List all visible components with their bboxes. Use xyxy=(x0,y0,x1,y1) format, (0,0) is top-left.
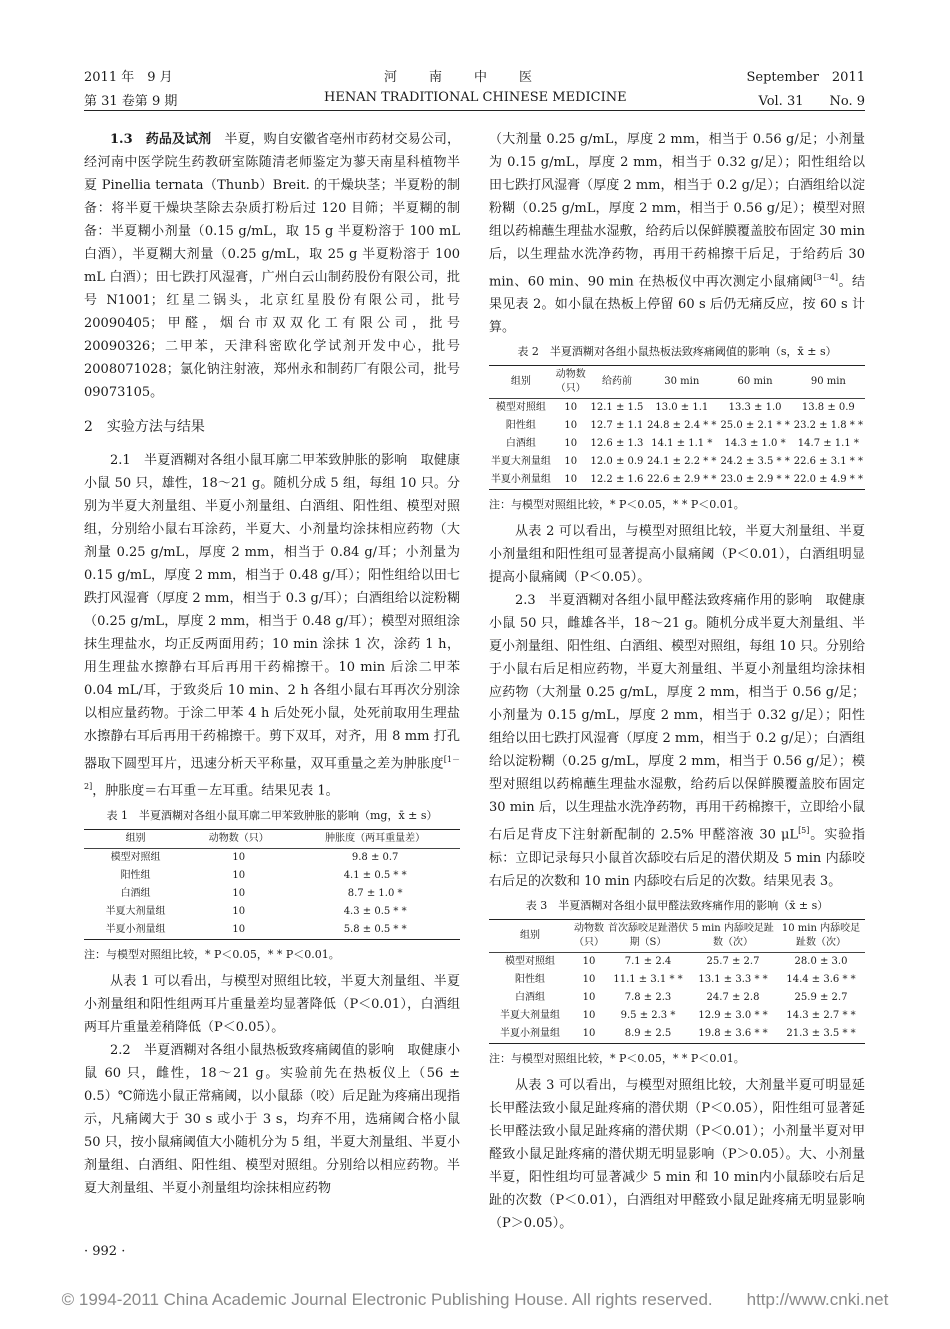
right-column xyxy=(489,128,865,1235)
cell: 14.3 ± 2.7 * * xyxy=(786,1009,856,1021)
table-row xyxy=(84,867,460,885)
column-header: 组别 xyxy=(125,832,146,844)
cell: 模型对照组 xyxy=(110,851,161,863)
cell: 半夏大剂量组 xyxy=(105,905,166,917)
cell: 14.3 ± 1.0 * xyxy=(724,438,786,450)
cell: 13.8 ± 0.9 xyxy=(801,402,855,414)
cell: 12.1 ± 1.5 xyxy=(590,402,644,414)
table-row xyxy=(84,848,460,867)
cell: 11.1 ± 3.1 * * xyxy=(613,973,683,985)
header-volume: 第 31 卷第 9 期 xyxy=(84,94,178,109)
cell: 10 xyxy=(564,420,578,432)
section-heading: 2.2 半夏酒糊对各组小鼠热板致疼痛阈值的影响 xyxy=(110,1042,395,1058)
column-header: 首次舔咬足趾潜伏期（S） xyxy=(608,922,688,948)
cell: 24.2 ± 3.5 * * xyxy=(720,456,790,468)
cell: 24.8 ± 2.4 * * xyxy=(647,420,717,432)
cell: 10 xyxy=(232,923,246,935)
table-row xyxy=(84,903,460,921)
cell: 半夏小剂量组 xyxy=(490,474,551,486)
paragraph-tail: 。结果见表 2。如小鼠在热板上停留 60 s 后仍无痛反应，按 60 s 计算。 xyxy=(489,274,865,336)
section-heading: 2.1 半夏酒糊对各组小鼠耳廓二甲苯致肿胀的影响 xyxy=(110,453,408,468)
column-header: 60 min xyxy=(737,376,773,388)
paragraph-tail: ，肿胀度＝右耳重－左耳重。结果见表 1。 xyxy=(92,783,339,799)
table-header-row xyxy=(489,919,865,952)
citation: [3－4] xyxy=(813,273,839,282)
paragraph-text: （大剂量 0.25 g/mL，厚度 2 mm，相当于 0.56 g/足；小剂量为 0.15 g/mL，厚度 2 mm，相当于 0.32 g/足）；阳性组给以田七跌打风湿膏（厚度 2 mm，相当于 0.2 g/足）；白酒组给以淀粉糊（0.25 g/mL，厚度 2 mm，相当于 0.56 g/足）；模型对照组以药棉蘸生理盐水湿敷，给药后以保鲜膜覆盖胶布固定 30 min后，以生理盐水洗净药物，再用干药棉擦干后足，于给药后 30 min、60 min、90 min 在热板仪中再次测定小鼠痛阈 xyxy=(489,132,865,290)
cell: 25.7 ± 2.7 xyxy=(706,955,760,967)
cell: 半夏小剂量组 xyxy=(500,1027,560,1039)
header-rule xyxy=(84,110,865,111)
cell: 半夏大剂量组 xyxy=(500,1009,560,1021)
cell: 10 xyxy=(232,851,246,863)
cell: 9.8 ± 0.7 xyxy=(351,851,399,863)
cell: 阳性组 xyxy=(515,973,545,985)
column-header: 组别 xyxy=(520,929,540,941)
table-row xyxy=(489,417,865,435)
table-2-caption: 表 2 半夏酒糊对各组小鼠热板法致疼痛阈值的影响（s，x̄ ± s） xyxy=(517,345,837,359)
cell: 12.7 ± 1.1 xyxy=(590,420,644,432)
paragraph: 取健康小鼠 50 只，雄性，18～21 g。随机分成 5 组，每组 10 只。分别为半夏大剂量组、半夏小剂量组、白酒组、阳性组、模型对照组，分别给小鼠右耳涂药，半夏大、小剂量均涂抹相应药物（大剂量 0.25 g/mL，厚度 2 mm，相当于 0.84 g/耳；小剂量为 0.15 g/mL，厚度 2 mm，相当于 0.48 g/耳）；阳性组给以田七跌打风湿膏（厚度 2 mm，相当于 0.3 g/耳）；白酒组给以淀粉糊（0.25 g/mL，厚度 2 mm，相当于 0.48 g/耳）；模型对照组涂抹生理盐水，均正反两面用药；10 min 涂抹 1 次，涂药 1 h，用生理盐水擦静右耳后再用干药棉擦干。10 min 后涂二甲苯 0.04 mL/耳，于致炎后 10 min、2 h 各组小鼠右耳再次分别涂以相应量药物。于涂二甲苯 4 h 后处死小鼠，处死前取用生理盐水擦静右耳后再用干药棉擦干。剪下双耳，对齐，用 8 mm 打孔器取下圆型耳片，迅速分析天平称量，双耳重量之差为肿胀度 xyxy=(84,453,460,772)
cell: 10 xyxy=(232,869,246,881)
cell: 10 xyxy=(564,402,578,414)
cell: 9.5 ± 2.3 * xyxy=(620,1009,676,1021)
section-2-1 xyxy=(84,449,460,803)
table-row xyxy=(489,1025,865,1044)
header-date: 2011 年 9 月 xyxy=(84,70,173,85)
cell: 模型对照组 xyxy=(495,402,546,414)
page-number: · 992 · xyxy=(84,1244,126,1259)
column-header: 给药前 xyxy=(601,376,632,388)
header-volume-en: Vol. 31 No. 9 xyxy=(758,94,865,109)
table-1-note: 注：与模型对照组比较，* P＜0.05，* * P＜0.01。 xyxy=(84,947,340,961)
citation: [5] xyxy=(798,826,810,836)
header-date-en: September 2011 xyxy=(746,70,865,85)
table-row xyxy=(489,453,865,471)
section-2-2 xyxy=(84,1039,460,1200)
column-header: 5 min 内舔咬足趾数（次） xyxy=(692,922,774,948)
cell: 13.0 ± 1.1 xyxy=(655,402,709,414)
cell: 12.0 ± 0.9 xyxy=(590,456,644,468)
cell: 7.8 ± 2.3 xyxy=(624,991,672,1003)
cell: 10 xyxy=(232,887,246,899)
cell: 5.8 ± 0.5 * * xyxy=(343,923,407,935)
cell: 14.4 ± 3.6 * * xyxy=(786,973,856,985)
paragraph: 从表 1 可以看出，与模型对照组比较，半夏大剂量组、半夏小剂量组和阳性组两耳片重量差均显著降低（P＜0.01），白酒组两耳片重量差稍降低（P＜0.05）。 xyxy=(84,973,460,1035)
cell: 24.7 ± 2.8 xyxy=(706,991,760,1003)
cell: 10 xyxy=(564,438,578,450)
table-3-note: 注：与模型对照组比较，* P＜0.05，* * P＜0.01。 xyxy=(489,1051,745,1065)
cell: 13.1 ± 3.3 * * xyxy=(698,973,768,985)
cell: 10 xyxy=(582,1009,596,1021)
column-header: 10 min 内舔咬足趾数（次） xyxy=(781,922,861,948)
cell: 23.2 ± 1.8 * * xyxy=(793,420,863,432)
column-header: 肿胀度（两耳重量差） xyxy=(325,832,426,844)
cell: 28.0 ± 3.0 xyxy=(794,955,848,967)
paragraph: 半夏，购自安徽省亳州市药材交易公司，经河南中医学院生药教研室陈随清老师鉴定为蓼天南星科植物半夏 Pinellia ternata（Thunb）Breit. 的干燥块茎；半夏粉的制备：将半夏干燥块茎除去杂质打粉后过 120 目筛；半夏糊的制备：半夏糊小剂量（0.15 g/mL，取 15 g 半夏粉溶于 100 mL 白酒），半夏糊大剂量（0.25 g/mL，取 25 g 半夏粉溶于 100 mL 白酒）；田七跌打风湿膏，广州白云山制药股份有限公司，批号 N1001；红星二锅头，北京红星股份有限公司，批号 20090405；甲醛，烟台市双双化工有限公司，批号 20090326；二甲苯，天津科密欧化学试剂开发中心，批号 2008071028；氯化钠注射液，郑州永和制药厂有限公司，批号 09073105。 xyxy=(84,132,460,400)
table-2 xyxy=(489,365,865,490)
column-header: 90 min xyxy=(810,376,846,388)
cell: 10 xyxy=(232,905,246,917)
cell: 半夏大剂量组 xyxy=(490,456,551,468)
cell: 13.3 ± 1.0 xyxy=(728,402,782,414)
cell: 12.2 ± 1.6 xyxy=(590,474,644,486)
cell: 半夏小剂量组 xyxy=(105,923,166,935)
cell: 14.1 ± 1.1 * xyxy=(651,438,713,450)
cell: 10 xyxy=(582,991,596,1003)
column-header: 动物数（只） xyxy=(555,369,586,395)
section-2-3 xyxy=(489,589,865,892)
section-heading: 1.3 药品及试剂 xyxy=(110,132,212,147)
table-row xyxy=(489,399,865,418)
column-header: 动物数（只） xyxy=(574,922,604,948)
column-header: 组别 xyxy=(510,376,531,388)
table-row xyxy=(489,435,865,453)
cell: 23.0 ± 2.9 * * xyxy=(720,474,790,486)
section-heading: 2.3 半夏酒糊对各组小鼠甲醛法致疼痛作用的影响 xyxy=(515,593,813,609)
cell: 阳性组 xyxy=(120,869,151,881)
table-1-caption: 表 1 半夏酒糊对各组小鼠耳廓二甲苯致肿胀的影响（mg，x̄ ± s） xyxy=(106,808,438,822)
section-1-3 xyxy=(84,128,460,404)
cell: 25.9 ± 2.7 xyxy=(794,991,848,1003)
cell: 24.1 ± 2.2 * * xyxy=(647,456,717,468)
cell: 22.6 ± 3.1 * * xyxy=(793,456,863,468)
table-row xyxy=(489,1007,865,1025)
column-header: 动物数（只） xyxy=(208,832,269,844)
cell: 22.0 ± 4.9 * * xyxy=(793,474,863,486)
citation: [1－2] xyxy=(84,755,460,792)
cell: 白酒组 xyxy=(515,991,545,1003)
copyright-footer: © 1994-2011 China Academic Journal Electronic Publishing House. All rights reserved. http://www.cnki.net xyxy=(61,1290,889,1309)
cell: 12.6 ± 1.3 xyxy=(590,438,644,450)
section-2-title: 2 实验方法与结果 xyxy=(84,419,205,435)
cell: 19.8 ± 3.6 * * xyxy=(698,1027,768,1039)
left-column xyxy=(84,128,460,1200)
cell: 白酒组 xyxy=(505,438,536,450)
cell: 8.7 ± 1.0 * xyxy=(347,887,403,899)
cell: 14.7 ± 1.1 * xyxy=(797,438,859,450)
table-row xyxy=(489,952,865,971)
cell: 阳性组 xyxy=(505,420,536,432)
journal-title-en: HENAN TRADITIONAL CHINESE MEDICINE xyxy=(324,90,627,105)
cell: 10 xyxy=(564,474,578,486)
cell: 10 xyxy=(564,456,578,468)
cell: 25.0 ± 2.1 * * xyxy=(720,420,790,432)
cell: 模型对照组 xyxy=(505,955,555,967)
cell: 4.1 ± 0.5 * * xyxy=(343,869,407,881)
paragraph-tail: 。实验指标：立即记录每只小鼠首次舔咬右后足的潜伏期及 5 min 内舔咬右后足的次数和 10 min 内舔咬右后足的次数。结果见表 3。 xyxy=(489,827,865,889)
table-3 xyxy=(489,919,865,1044)
cell: 22.6 ± 2.9 * * xyxy=(647,474,717,486)
cell: 7.1 ± 2.4 xyxy=(624,955,672,967)
table-row xyxy=(489,971,865,989)
paragraph: 取健康小鼠 50 只，雌雄各半，18～21 g。随机分成半夏大剂量组、半夏小剂量组、阳性组、白酒组、模型对照组，每组 10 只。分别给于小鼠右后足相应药物，半夏大剂量组、半夏小剂量组均涂抹相应药物（大剂量 0.25 g/mL，厚度 2 mm，相当于 0.56 g/足；小剂量为 0.15 g/mL，厚度 2 mm，相当于 0.32 g/足）；阳性组给以田七跌打风湿膏（厚度 2 mm，相当于 0.2 g/足）；白酒组给以淀粉糊（0.25 g/mL，厚度 2 mm，相当于 0.56 g/足）；模型对照组以药棉蘸生理盐水湿敷，给药后以保鲜膜覆盖胶布固定 30 min 后，以生理盐水洗净药物，再用干药棉擦干，立即给小鼠右后足背皮下注射新配制的 2.5% 甲醛溶液 30 μL xyxy=(489,593,865,843)
table-2-note: 注：与模型对照组比较，* P＜0.05，* * P＜0.01。 xyxy=(489,498,745,512)
cell: 4.3 ± 0.5 * * xyxy=(343,905,407,917)
cell: 10 xyxy=(582,1027,596,1039)
table-header-row xyxy=(489,366,865,399)
running-header xyxy=(84,66,865,112)
column-header: 30 min xyxy=(664,376,700,388)
cell: 21.3 ± 3.5 * * xyxy=(786,1027,856,1039)
table-row xyxy=(489,471,865,490)
paragraph: 取健康小鼠 60 只，雌性，18～21 g。实验前先在热板仪上（56 ± 0.5）℃筛选小鼠正常痛阈，以小鼠舔（咬）后足趾为疼痛出现指示，凡痛阈大于 30 s 或小于 3 s，均弃不用，选痛阈合格小鼠 50 只，按小鼠痛阈值大小随机分为 5 组，半夏大剂量组、半夏小剂量组、白酒组、阳性组、模型对照组。分别给以相应药物。半夏大剂量组、半夏小剂量组均涂抹相应药物 xyxy=(84,1042,460,1196)
table-row xyxy=(489,989,865,1007)
table-row xyxy=(84,885,460,903)
journal-title-cn: 河 南 中 医 xyxy=(384,70,535,85)
cell: 10 xyxy=(582,955,596,967)
paragraph xyxy=(489,128,865,339)
cell: 8.9 ± 2.5 xyxy=(624,1027,672,1039)
paragraph: 从表 3 可以看出，与模型对照组比较，大剂量半夏可明显延长甲醛法致小鼠足趾疼痛的潜伏期（P＜0.05），阳性组可显著延长甲醛法致小鼠足趾疼痛的潜伏期（P＜0.01）；小剂量半夏对甲醛致小鼠足趾疼痛的潜伏期无明显影响（P＞0.05）。大、小剂量半夏，阳性组均可显著减少 5 min 和 10 min内小鼠舔咬右后足趾的次数（P＜0.01），白酒组对甲醛致小鼠足趾疼痛无明显影响（P＞0.05）。 xyxy=(489,1077,865,1231)
cell: 白酒组 xyxy=(120,887,151,899)
cell: 12.9 ± 3.0 * * xyxy=(698,1009,768,1021)
paragraph: 从表 2 可以看出，与模型对照组比较，半夏大剂量组、半夏小剂量组和阳性组可显著提高小鼠痛阈（P＜0.01），白酒组明显提高小鼠痛阈（P＜0.05）。 xyxy=(489,524,865,586)
table-1 xyxy=(84,829,460,940)
cell: 10 xyxy=(582,973,596,985)
table-row xyxy=(84,921,460,940)
table-header-row xyxy=(84,829,460,848)
table-3-caption: 表 3 半夏酒糊对各组小鼠甲醛法致疼痛作用的影响（x̄ ± s） xyxy=(525,898,829,912)
